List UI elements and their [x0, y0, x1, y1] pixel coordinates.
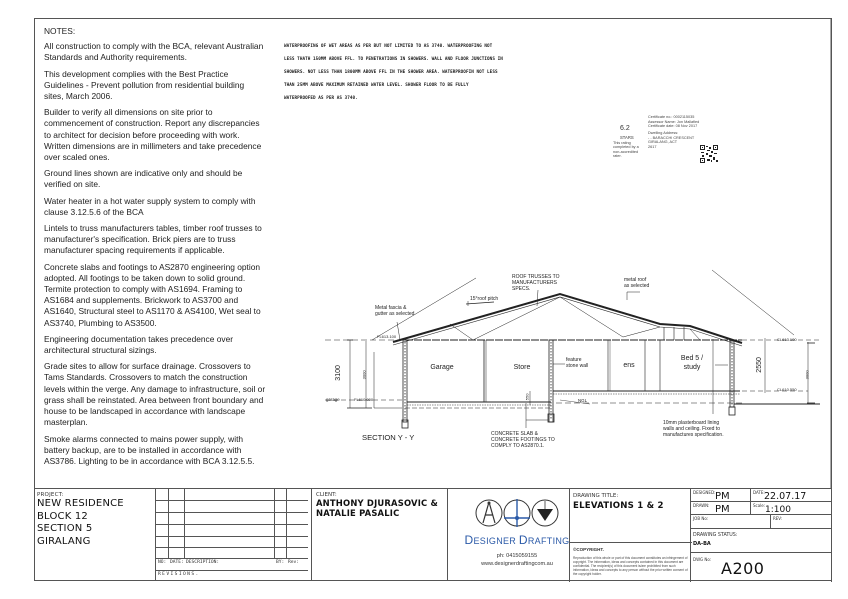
address-line: GIRALANG, ACT: [648, 140, 678, 145]
label-line: feature: [566, 357, 582, 363]
drawn-cell: [691, 502, 751, 515]
date-value: 22.07.17: [764, 491, 807, 502]
scale-value: 1:100: [765, 505, 791, 515]
label-line: metal roof: [624, 277, 647, 283]
copyright-heading: ©COPYRIGHT.: [573, 547, 604, 552]
stars-value: 6.2: [620, 125, 630, 132]
rev-header-rev: Rev:: [288, 560, 300, 565]
status-value: DA-BA: [693, 541, 711, 547]
level-right-top: CL613.100: [777, 337, 797, 342]
date-caption: DATE:: [753, 490, 765, 495]
waterproofing-line: LESS THATH 150MM ABOVE FFL. TO PENETRATIONS IN SHOWERS. WALL AND FLOOR JUNCTIONS IN: [284, 57, 503, 62]
note-paragraph: Smoke alarms connected to mains power supply, with battery backup, are to be installed in accordance with AS3786. Lighting to be in accordance with BCA 3.12.5.5.: [44, 433, 255, 466]
title-block: [34, 488, 832, 581]
drawn-value: PM: [715, 504, 730, 515]
rev-caption: REV:: [773, 516, 783, 521]
address-line: Dwelling Address:: [648, 131, 679, 135]
designed-cell: [691, 489, 751, 502]
label-line: walls and ceiling. Fixed to: [663, 425, 720, 432]
cert-line: Assessor Name: Jon Mallafied: [648, 119, 700, 124]
waterproofing-line: THAN 25MM ABOVE MAXIMUM RETAINED WATER LEVEL. SHOWER FLOOR TO BE FULLY: [284, 83, 469, 88]
label-line: as selected: [624, 282, 650, 289]
dwg-number: A200: [721, 559, 765, 578]
revisions-caption: REVISIONS.: [158, 572, 200, 577]
copyright-notice: [570, 542, 692, 582]
copyright-text: Reproduction of this whole or part of this document constitutes an infringement of copyright. The information, ideas and concepts contained in this document are confidential. The recipient(s) of this document is/are prohibited from such information, ideas and concepts to any person without the prior written consent of the copyright holder.: [573, 556, 688, 576]
note-paragraph: Lintels to truss manufacturers tables, timber roof trusses to manufacturer's specification. Brick piers are to truss manufacturer spacing requirements if applicable.: [44, 223, 262, 256]
company-logo-block: [447, 489, 587, 582]
room-garage: Garage: [430, 364, 454, 371]
project-line: SECTION 5: [37, 523, 93, 534]
note-paragraph: All construction to comply with the BCA, relevant Australian Standards and Authority requirements.: [44, 41, 264, 63]
level-right-bottom: CL610.550: [777, 387, 797, 392]
rev-header-no: NO:: [158, 560, 167, 565]
status-cell: [691, 529, 832, 553]
drafting-logo-icon: [475, 497, 559, 529]
room-bed5: Bed 5 /: [680, 355, 704, 362]
label-line: Metal fascia &: [375, 305, 407, 311]
stars-label: STARS: [620, 135, 634, 140]
project-line: GIRALANG: [37, 535, 91, 547]
label-metal-fascia: [375, 306, 414, 318]
label-line: COMPLY TO AS2870.1.: [491, 442, 545, 449]
waterproofing-line: WATERPROOFED AS PER AS 3740.: [284, 96, 358, 101]
address-line: - - BARACCHI CRESCENT: [648, 135, 695, 140]
company-name-initial: D: [464, 533, 474, 547]
room-store: Store: [513, 364, 531, 371]
label-feature-wall: [566, 358, 588, 370]
level-left-bottom: FL610.000: [354, 397, 374, 402]
label-line: 10mm plasterboard lining: [663, 420, 720, 426]
label-garage-level: garage: [326, 397, 340, 402]
company-name-initial: D: [518, 533, 528, 547]
label-metal-roof: [624, 278, 649, 290]
dim-right-wall: 3000: [804, 370, 810, 380]
label-line: SPECS.: [512, 285, 531, 292]
status-caption: DRAWING STATUS:: [693, 533, 738, 538]
address-line: 2617: [648, 144, 657, 149]
client-right-border: [34, 489, 448, 581]
room-ens: ens: [623, 362, 635, 369]
dim-left-wall: 3000: [361, 370, 367, 380]
company-phone: ph: 0415059155: [496, 553, 538, 559]
label-line: CONCRETE FOOTINGS TO: [491, 436, 555, 443]
project-line: NEW RESIDENCE: [37, 498, 124, 509]
date-cell: [751, 489, 832, 502]
label-line: stone wall: [566, 362, 589, 369]
dim-left-total: 3100: [334, 365, 342, 381]
client-line: ANTHONY DJURASOVIC &: [316, 498, 439, 508]
note-paragraph: Engineering documentation takes precedence over architectural structural sizings.: [44, 333, 234, 356]
job-cell: [691, 515, 771, 529]
note-paragraph: This development complies with the Best Practice Guidelines - Prevent pollution from residential building sites, March 2006.: [44, 68, 245, 102]
scale-caption: Scale:: [753, 503, 766, 508]
job-caption: JOB No:: [693, 516, 709, 521]
drawing-meta: [691, 489, 832, 582]
drawing-title-cell: [569, 489, 691, 582]
company-website: www.designerdraftingcom.au: [481, 561, 553, 567]
note-paragraph: Concrete slabs and footings to AS2870 engineering option adopted. All footings to be taken down to solid ground. Termite protection to comply with AS1694. Framing to AS1684 and supplements. Brickwork to AS3700 and AS1640, Structural steel to AS1170 & AS4100, Wet seal to AS3740, Plumbing to AS3500.: [44, 261, 261, 328]
dwg-cell: [691, 553, 832, 582]
label-concrete-slab: [491, 432, 555, 449]
waterproofing-line: WATERPROOFING OF WET AREAS AS PER BUT NOT LIMITED TO AS 3740. WATERPROOFING NOT: [284, 44, 493, 49]
section-title: SECTION Y - Y: [362, 433, 415, 442]
cert-line: Certificate date: 08 Nov 2017: [648, 124, 698, 128]
cert-line: Certificate no.: 0002115035: [648, 115, 695, 119]
label-ngl: NGL: [578, 398, 588, 403]
designed-caption: DESIGNED:: [693, 490, 716, 495]
dim-step: 550: [524, 393, 530, 401]
note-paragraph: Ground lines shown are indicative only and should be verified on site.: [44, 168, 243, 190]
note-paragraph: Grade sites to allow for surface drainage. Crossovers to Tams Standards. Crossovers to match the construction levels within the verge. Any damage to infrastructure, soil or grass shall be reinstated. Area between front boundary and house to be landscaped in accordance with landscape masterplan.: [44, 361, 266, 428]
label-line: gutter as selected: [375, 310, 415, 317]
client-caption: CLIENT:: [316, 492, 337, 498]
project-line: BLOCK 12: [37, 510, 88, 522]
designed-value: PM: [715, 491, 730, 502]
label-roof-trusses: [512, 275, 560, 292]
rev-cell: [771, 515, 832, 529]
rev-header-by: BY:: [276, 560, 285, 565]
company-name-part: RAFTING: [527, 536, 570, 546]
rev-header-date: DATE:: [170, 560, 184, 565]
company-name-part: ESIGNER: [473, 536, 519, 546]
dwg-caption: DWG No:: [693, 557, 712, 562]
label-line: manufactures specification.: [663, 431, 724, 438]
waterproofing-line: SHOWERS. NOT LESS THAN 1800MM ABOVE FFL IN THE SHOWER AREA. WATERPROOFIN NOT LESS: [284, 70, 498, 75]
notes-title: NOTES:: [44, 26, 76, 36]
project-caption: PROJECT:: [37, 492, 64, 498]
label-line: ROOF TRUSSES TO: [512, 274, 560, 280]
label-line: MANUFACTURERS: [512, 279, 558, 286]
room-study: study: [683, 364, 701, 371]
drawn-caption: DRAWN:: [693, 503, 710, 508]
label-plasterboard: [663, 421, 724, 438]
level-left-top: FL613.100: [377, 334, 397, 339]
note-paragraph: Water heater in a hot water supply system to comply with clause 3.12.5.6 of the BCA: [44, 195, 256, 217]
drawing-title: ELEVATIONS 1 & 2: [573, 501, 664, 511]
company-name: [447, 533, 587, 547]
rev-header-description: DESCRIPTION:: [186, 560, 220, 565]
client-line: NATALIE PASALIC: [316, 508, 400, 518]
drawing-title-caption: DRAWING TITLE:: [573, 493, 619, 499]
dim-right-total: 2550: [755, 357, 763, 373]
label-line: CONCRETE SLAB &: [491, 431, 538, 437]
note-paragraph: Builder to verify all dimensions on site prior to commencement of construction. Report any discrepancies to architect for decision before proceeding with work. Written dimensions are in millimeters and take precedence over scaled ones.: [44, 107, 262, 163]
scale-cell: [751, 502, 832, 515]
label-roof-pitch: 15°roof pitch: [470, 296, 499, 302]
rating-note: This rating completed by a non-accredited rater.: [613, 141, 639, 158]
